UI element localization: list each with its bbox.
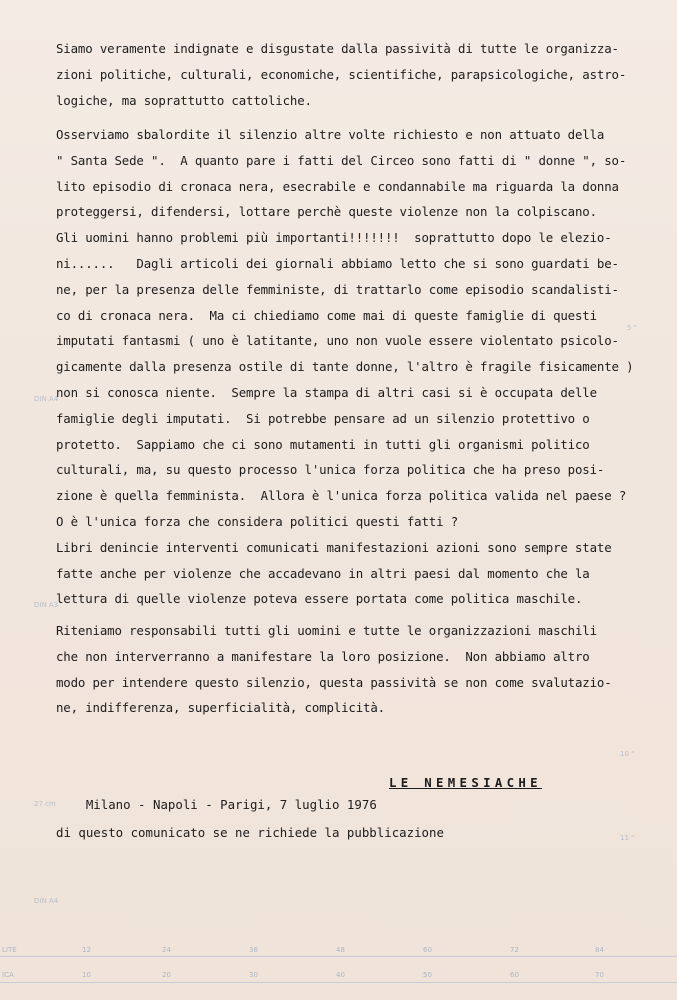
ruler-line-bottom — [0, 982, 677, 983]
text-line: culturali, ma, su questo processo l'unica forza politica che ha preso posi- — [56, 462, 605, 478]
ruler-label: ICA — [2, 971, 14, 979]
inch-mark: 11 " — [620, 834, 635, 842]
paragraph-2 — [56, 122, 646, 612]
text-line: ne, indifferenza, superficialità, complicità. — [56, 700, 385, 716]
paragraph-1 — [56, 36, 646, 113]
signature-block — [56, 772, 646, 860]
ruler-number: 70 — [595, 971, 604, 979]
place-date: Milano - Napoli - Parigi, 7 luglio 1976 — [85, 797, 377, 812]
text-line: lettura di quelle violenze poteva essere portata come politica maschile. — [56, 591, 583, 607]
ruler-number: 60 — [510, 971, 519, 979]
text-line: Siamo veramente indignate e disgustate dalla passività di tutte le organizza- — [56, 41, 619, 56]
text-line: che non interverranno a manifestare la loro posizione. Non abbiamo altro — [56, 648, 590, 664]
text-line: ni...... Dagli articoli dei giornali abbiamo letto che si sono guardati be- — [56, 255, 619, 271]
ruler-number: 36 — [249, 946, 258, 954]
text-line: lito episodio di cronaca nera, esecrabile e condannabile ma riguarda la donna — [56, 178, 619, 194]
text-line: modo per intendere questo silenzio, questa passività se non come svalutazio- — [56, 674, 612, 690]
text-line: non si conosca niente. Sempre la stampa di altri casi si è occupata delle — [56, 384, 597, 400]
ruler-number: 24 — [162, 946, 171, 954]
text-line: gicamente dalla presenza ostile di tante donne, l'altro è fragile fisicamente ) — [56, 359, 634, 375]
ruler-number: 12 — [82, 946, 91, 954]
ruler-line-top — [0, 956, 677, 957]
text-line: Riteniamo responsabili tutti gli uomini e tutte le organizzazioni maschili — [56, 623, 597, 638]
ruler-number: 10 — [82, 971, 91, 979]
din-a4-mark: DIN A4 — [34, 897, 59, 905]
ruler-label: LITE — [2, 946, 17, 954]
ruler-number: 60 — [423, 946, 432, 954]
text-line: imputati fantasmi ( uno è latitante, uno non vuole essere violentato psicolo- — [56, 333, 619, 349]
inch-mark: 10 " — [620, 750, 635, 758]
text-line: logiche, ma soprattutto cattoliche. — [56, 92, 312, 108]
text-line: O è l'unica forza che considera politici questi fatti ? — [56, 513, 459, 529]
ruler-number: 50 — [423, 971, 432, 979]
ruler-number: 48 — [336, 946, 345, 954]
text-line: famiglie degli imputati. Si potrebbe pensare ad un silenzio protettivo o — [56, 410, 590, 426]
text-line: " Santa Sede ". A quanto pare i fatti del Circeo sono fatti di " donne ", so- — [56, 152, 627, 168]
signatory-name: LE NEMESIACHE — [389, 775, 542, 790]
ruler-number: 72 — [510, 946, 519, 954]
cm-mark: 27 cm — [34, 800, 56, 808]
text-line: ne, per la presenza delle femministe, di trattarlo come episodio scandalisti- — [56, 281, 619, 297]
publication-request: di questo comunicato se ne richiede la pubblicazione — [56, 825, 444, 840]
paragraph-3 — [56, 618, 646, 721]
text-line: zioni politiche, culturali, economiche, scientifiche, parapsicologiche, astro- — [56, 66, 627, 82]
ruler-number: 30 — [249, 971, 258, 979]
text-line: co di cronaca nera. Ma ci chiediamo come mai di queste famiglie di questi — [56, 307, 597, 323]
text-line: Gli uomini hanno problemi più importanti!!!!!!! soprattutto dopo le elezio- — [56, 230, 612, 246]
text-line: fatte anche per violenze che accadevano in altri paesi dal momento che la — [56, 565, 590, 581]
din-a3-mark: DIN A3 — [34, 601, 59, 609]
ruler-number: 20 — [162, 971, 171, 979]
text-line: Osserviamo sbalordite il silenzio altre volte richiesto e non attuato della — [56, 127, 605, 142]
inch-mark: 5 " — [627, 324, 637, 332]
text-line: proteggersi, difendersi, lottare perchè queste violenze non la colpiscano. — [56, 204, 597, 220]
text-line: Libri denincie interventi comunicati manifestazioni azioni sono sempre state — [56, 539, 612, 555]
ruler-number: 40 — [336, 971, 345, 979]
text-line: zione è quella femminista. Allora è l'unica forza politica valida nel paese ? — [56, 488, 627, 504]
text-line: protetto. Sappiamo che ci sono mutamenti in tutti gli organismi politico — [56, 436, 590, 452]
ruler-number: 84 — [595, 946, 604, 954]
din-a4-mark: DIN A4 — [34, 395, 59, 403]
